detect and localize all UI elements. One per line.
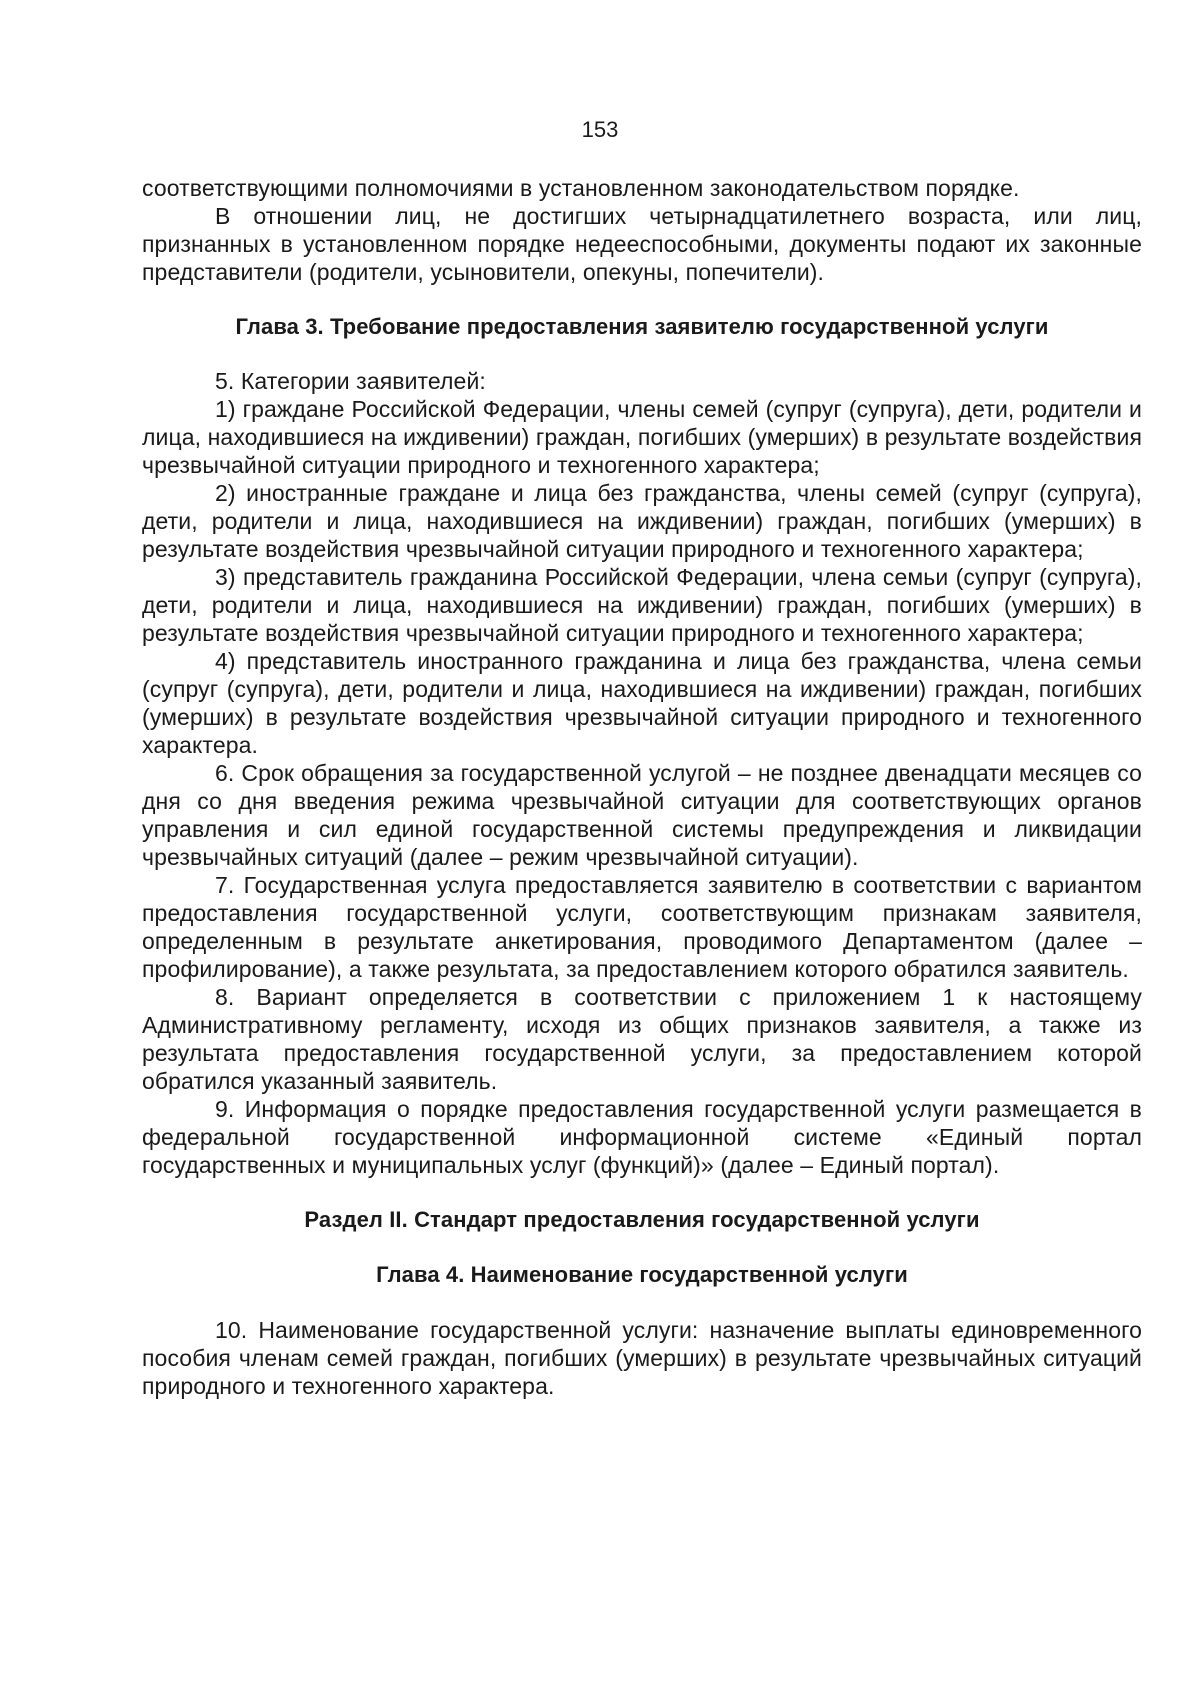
document-body [142,174,1142,1400]
paragraph-legal-representatives: В отношении лиц, не достигших четырнадцатилетнего возраста, или лиц, признанных в установленном порядке недееспособными, документы подают их законные представители (родители, усыновители, опекуны, попечители). [142,203,1142,285]
paragraph-continuation: соответствующими полномочиями в установленном законодательством порядке. [142,175,1020,201]
paragraph-6-deadline: 6. Срок обращения за государственной услугой – не позднее двенадцати месяцев со дня со дня введения режима чрезвычайной ситуации для соответствующих органов управления и сил единой государственной системы предупреждения и ликвидации чрезвычайных ситуаций (далее – режим чрезвычайной ситуации). [142,760,1142,870]
chapter-4-heading: Глава 4. Наименование государственной услуги [376,1262,908,1287]
paragraph-8-variant-determination: 8. Вариант определяется в соответствии с приложением 1 к настоящему Административному регламенту, исходя из общих признаков заявителя, а также из результата предоставления государственной услуги, за предоставлением которой обратился указанный заявитель. [142,984,1142,1094]
paragraph-10-service-name: 10. Наименование государственной услуги: назначение выплаты единовременного пособия членам семей граждан, погибших (умерших) в результате чрезвычайных ситуаций природного и техногенного характера. [142,1317,1142,1399]
paragraph-9-information: 9. Информация о порядке предоставления государственной услуги размещается в федеральной государственной информационной системе «Единый портал государственных и муниципальных услуг (функций)» (далее – Единый портал). [142,1096,1142,1178]
paragraph-5-item-2: 2) иностранные граждане и лица без гражданства, члены семей (супруг (супруга), дети, родители и лица, находившиеся на иждивении) граждан, погибших (умерших) в результате воздействия чрезвычайной ситуации природного и техногенного характера; [142,480,1142,562]
paragraph-5-categories: 5. Категории заявителей: [215,368,486,394]
paragraph-5-item-1: 1) граждане Российской Федерации, члены семей (супруг (супруга), дети, родители и лица, находившиеся на иждивении) граждан, погибших (умерших) в результате воздействия чрезвычайной ситуации природного и техногенного характера; [142,396,1142,478]
chapter-3-heading: Глава 3. Требование предоставления заявителю государственной услуги [235,314,1049,339]
section-2-heading: Раздел II. Стандарт предоставления государственной услуги [304,1207,980,1232]
paragraph-5-item-4: 4) представитель иностранного гражданина и лица без гражданства, члена семьи (супруг (супруга), дети, родители и лица, находившиеся на иждивении) граждан, погибших (умерших) в результате воздействия чрезвычайной ситуации природного и техногенного характера. [142,648,1142,758]
page-number: 153 [581,117,619,142]
paragraph-5-item-3: 3) представитель гражданина Российской Федерации, члена семьи (супруг (супруга), дети, родители и лица, находившиеся на иждивении) граждан, погибших (умерших) в результате воздействия чрезвычайной ситуации природного и техногенного характера; [142,564,1142,646]
paragraph-7-service-variant: 7. Государственная услуга предоставляется заявителю в соответствии с вариантом предоставления государственной услуги, соответствующим признакам заявителя, определенным в результате анкетирования, проводимого Департаментом (далее – профилирование), а также результата, за предоставлением которого обратился заявитель. [142,872,1142,982]
